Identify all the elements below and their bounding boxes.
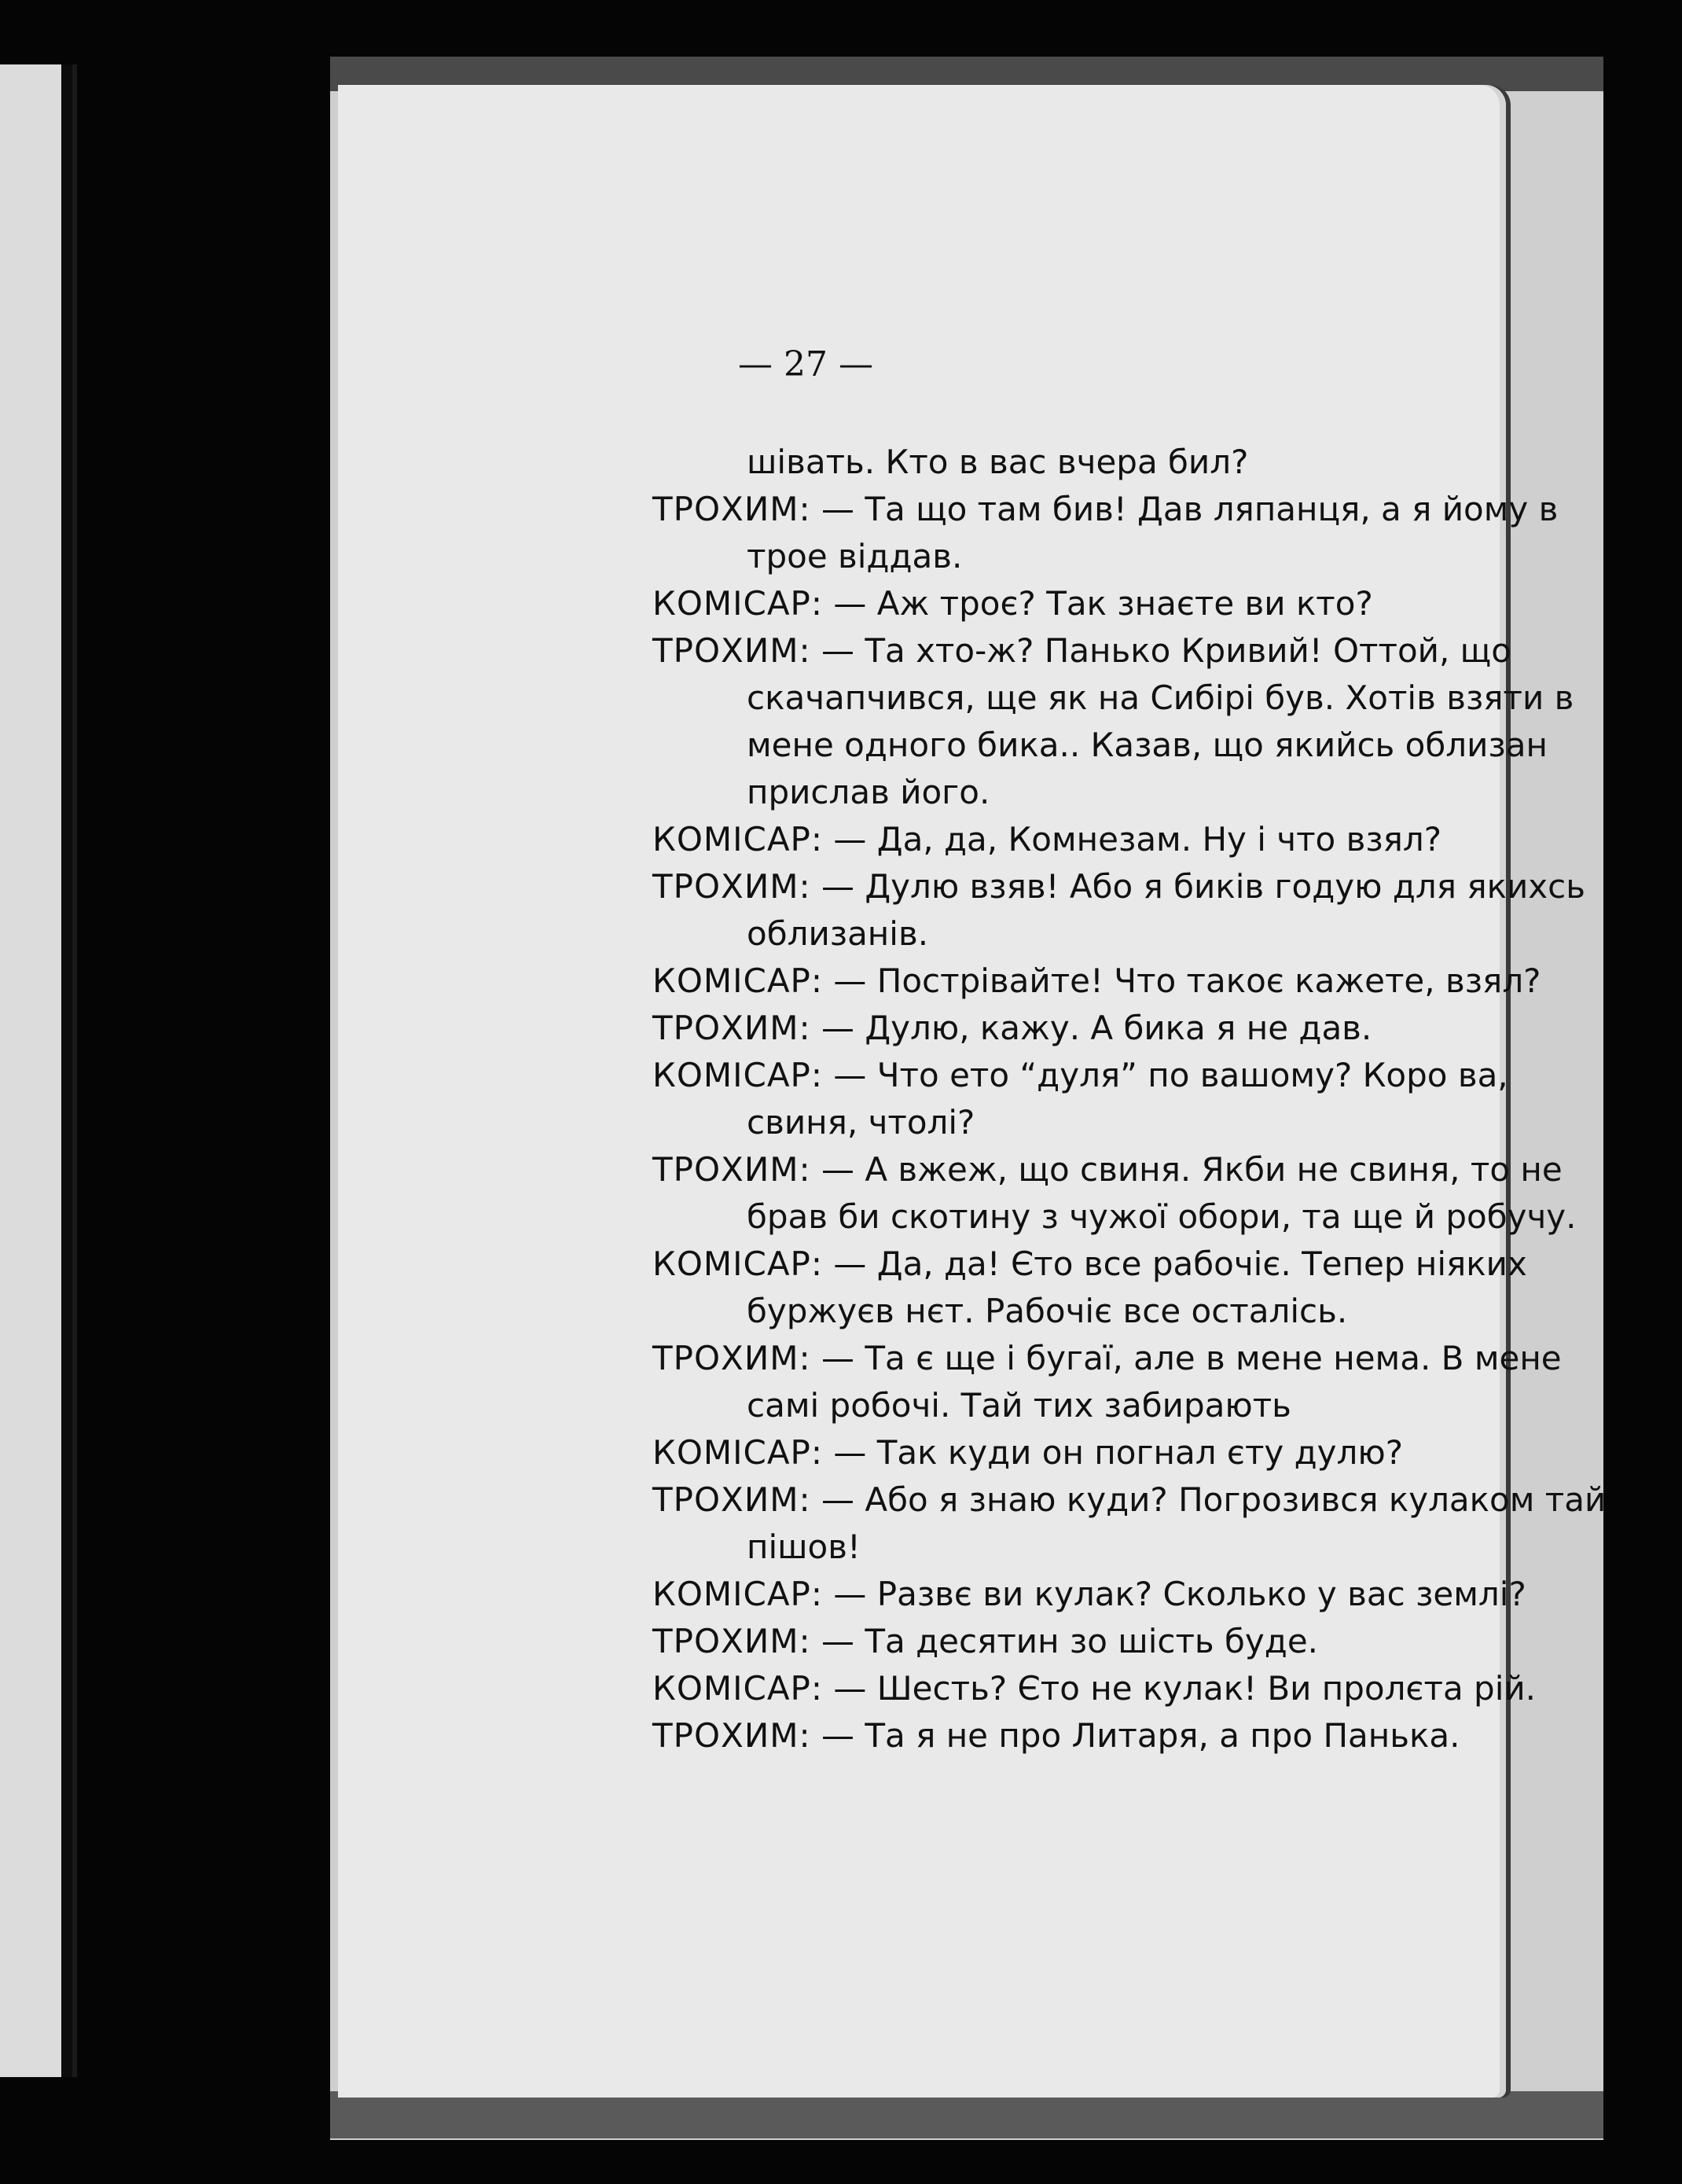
speech-text: — Пострівайте! Что такоє кажете, взял? — [833, 961, 1541, 1000]
dialogue-line — [652, 486, 1627, 580]
book-page — [338, 85, 1607, 2098]
speech-text: — Да, да! Єто все рабочіє. Тепер ніяких буржуєв нєт. Рабочіє все осталісь. — [747, 1245, 1527, 1330]
speaker-name: ТРОХИМ: — [652, 631, 811, 670]
speaker-name: ТРОХИМ: — [652, 1622, 811, 1660]
page-number: — 27 — — [738, 344, 873, 384]
dialogue-line — [652, 1429, 1627, 1476]
speaker-name: ТРОХИМ: — [652, 1339, 811, 1377]
bottom-shadow-strip — [330, 2091, 1603, 2138]
speech-text: — Та що там бив! Дав ляпанця, а я йому в трое віддав. — [747, 490, 1559, 575]
speaker-name: ТРОХИМ: — [652, 490, 811, 528]
speech-text: — Аж троє? Так знаєте ви кто? — [833, 584, 1373, 623]
speaker-name: ТРОХИМ: — [652, 1150, 811, 1189]
speech-text: — Дулю, кажу. А бика я не дав. — [821, 1009, 1372, 1047]
dialogue-line — [652, 958, 1627, 1005]
speaker-name: КОМІСАР: — [652, 820, 824, 859]
speaker-name: КОМІСАР: — [652, 1669, 824, 1708]
speech-text: — Або я знаю куди? Погрозився кулаком тай пішов! — [747, 1480, 1607, 1566]
speech-text: — Развє ви кулак? Сколько у вас землі? — [833, 1575, 1526, 1613]
speaker-name: ТРОХИМ: — [652, 867, 811, 906]
dialogue-line — [652, 816, 1627, 863]
dialogue-line — [652, 627, 1627, 816]
dialogue-line — [652, 1712, 1627, 1759]
speech-text: — А вжеж, що свиня. Якби не свиня, то не брав би скотину з чужої обори, та ще й робучу. — [747, 1150, 1577, 1236]
speaker-name: ТРОХИМ: — [652, 1716, 811, 1755]
dialogue-line — [652, 1665, 1627, 1712]
speaker-name: КОМІСАР: — [652, 1056, 824, 1094]
speech-text: — Та хто-ж? Панько Кривий! Оттой, що скачапчився, ще як на Сибірі був. Хотів взяти в мене одного бика.. Казав, що якийсь облизан прислав його. — [747, 631, 1574, 811]
speaker-name: КОМІСАР: — [652, 1245, 824, 1283]
dialogue-line — [652, 1052, 1627, 1146]
speaker-name: КОМІСАР: — [652, 584, 824, 623]
speech-text: — Шесть? Єто не кулак! Ви пролєта рій. — [833, 1669, 1537, 1708]
speech-text: — Так куди он погнал єту дулю? — [833, 1433, 1404, 1472]
speech-text: — Что ето “дуля” по вашому? Коро ва, свиня, чтолі? — [747, 1056, 1508, 1142]
speaker-name: КОМІСАР: — [652, 1433, 824, 1472]
speech-text: — Та є ще і бугаї, але в мене нема. В мене самі робочі. Тай тих забирають — [747, 1339, 1562, 1425]
dialogue-line — [652, 580, 1627, 627]
dialogue-line — [652, 1571, 1627, 1618]
dialogue-line — [652, 1618, 1627, 1665]
dialogue-line — [652, 1241, 1627, 1335]
dialogue-text-block — [652, 439, 1627, 1759]
speaker-name: КОМІСАР: — [652, 961, 824, 1000]
book-binding — [61, 64, 72, 2077]
speech-text: — Да, да, Комнезам. Ну і что взял? — [833, 820, 1442, 859]
speaker-name: ТРОХИМ: — [652, 1480, 811, 1519]
continuation-line: шівать. Кто в вас вчера бил? — [747, 443, 1249, 481]
speech-text: — Дулю взяв! Або я биків годую для якихсь облизанів. — [747, 867, 1585, 953]
speaker-name: ТРОХИМ: — [652, 1009, 811, 1047]
speech-text: — Та я не про Литаря, а про Панька. — [821, 1716, 1460, 1755]
dialogue-line — [652, 1005, 1627, 1052]
dialogue-line — [652, 863, 1627, 958]
dialogue-line — [652, 1146, 1627, 1241]
dialogue-line — [652, 1476, 1627, 1571]
speech-text: — Та десятин зо шість буде. — [821, 1622, 1319, 1660]
dialogue-line — [652, 1335, 1627, 1429]
speaker-name: КОМІСАР: — [652, 1575, 824, 1613]
left-facing-page-edge — [0, 64, 77, 2077]
